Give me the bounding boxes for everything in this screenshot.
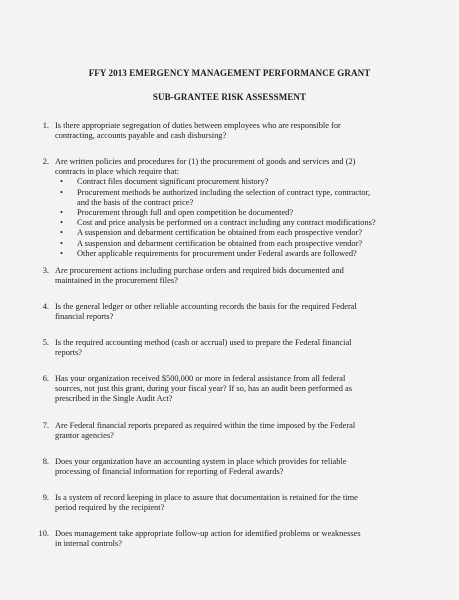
bullet-item: [55, 228, 433, 238]
question-text: Are Federal financial reports prepared as required within the time imposed by the Federal grantor agencies?: [55, 421, 356, 441]
question-number: 8.: [42, 457, 49, 466]
question-number: 3.: [42, 266, 49, 275]
question-number: 6.: [42, 374, 49, 383]
bullet-item: [55, 249, 433, 259]
question-item: [33, 302, 433, 322]
bullet-item: [55, 177, 433, 187]
question-text: Does your organization have an accounting system in place which provides for reliable processing of financial information for reporting of Federal awards?: [55, 457, 347, 477]
question-text: Is the general ledger or other reliable accounting records the basis for the required Federal financial reports?: [55, 302, 357, 322]
document-subtitle: SUB-GRANTEE RISK ASSESSMENT: [152, 92, 307, 102]
question-text: Are written policies and procedures for (1) the procurement of goods and services and (2) contracts in place which require that:: [55, 157, 356, 177]
bullet-item: [55, 208, 433, 218]
question-item: [33, 529, 433, 549]
bullet-icon: •: [60, 187, 63, 197]
bullet-text: Contract files document significant procurement history?: [77, 177, 269, 187]
question-number: 10.: [38, 529, 49, 538]
bullet-icon: •: [60, 228, 63, 238]
bullet-list: [55, 177, 433, 259]
bullet-item: [55, 218, 433, 228]
bullet-text: A suspension and debarment certification be obtained from each prospective vendor?: [77, 238, 363, 248]
question-number: 5.: [42, 338, 49, 347]
bullet-text: Cost and price analysis be performed on a contract including any contract modifications?: [77, 218, 376, 228]
bullet-icon: •: [60, 177, 63, 187]
question-text: Is there appropriate segregation of duties between employees who are responsible for contracting, accounts payable and cash disbursing?: [55, 121, 341, 141]
bullet-icon: •: [60, 208, 63, 218]
bullet-text: Procurement methods be authorized including the selection of contract type, contractor, and the basis of the contract price?: [77, 187, 371, 207]
question-number: 7.: [42, 421, 49, 430]
bullet-text: Other applicable requirements for procurement under Federal awards are followed?: [77, 248, 357, 258]
question-item: [33, 493, 433, 513]
question-text: Are procurement actions including purchase orders and required bids documented and maintained in the procurement files?: [55, 266, 344, 286]
bullet-icon: •: [60, 238, 63, 248]
question-item: [33, 121, 433, 141]
bullet-text: Procurement through full and open competition be documented?: [77, 208, 294, 218]
question-item: [33, 421, 433, 441]
question-text: Is a system of record keeping in place to assure that documentation is retained for the time period required by the recipient?: [55, 493, 358, 513]
bullet-item: [55, 239, 433, 249]
bullet-text: A suspension and debarment certification be obtained from each prospective vendor?: [77, 228, 363, 238]
question-text: Is the required accounting method (cash or accrual) used to prepare the Federal financial reports?: [55, 338, 352, 358]
bullet-icon: •: [60, 218, 63, 228]
question-number: 1.: [42, 121, 49, 130]
question-text: Has your organization received $500,000 or more in federal assistance from all federal sources, not just this grant, during your fiscal year? If so, has an audit been performed as prescribed in the Single Audit Act?: [55, 374, 352, 404]
bullet-item: [55, 188, 433, 208]
question-item: [33, 157, 433, 259]
bullet-icon: •: [60, 248, 63, 258]
question-number: 2.: [42, 157, 49, 166]
question-item: [33, 338, 433, 358]
question-number: 9.: [42, 493, 49, 502]
document-title: FFY 2013 EMERGENCY MANAGEMENT PERFORMANCE GRANT: [88, 68, 371, 78]
question-number: 4.: [42, 302, 49, 311]
question-text: Does management take appropriate follow-up action for identified problems or weaknesses in internal controls?: [55, 529, 361, 549]
question-item: [33, 457, 433, 477]
question-item: [33, 374, 433, 405]
question-item: [33, 266, 433, 286]
